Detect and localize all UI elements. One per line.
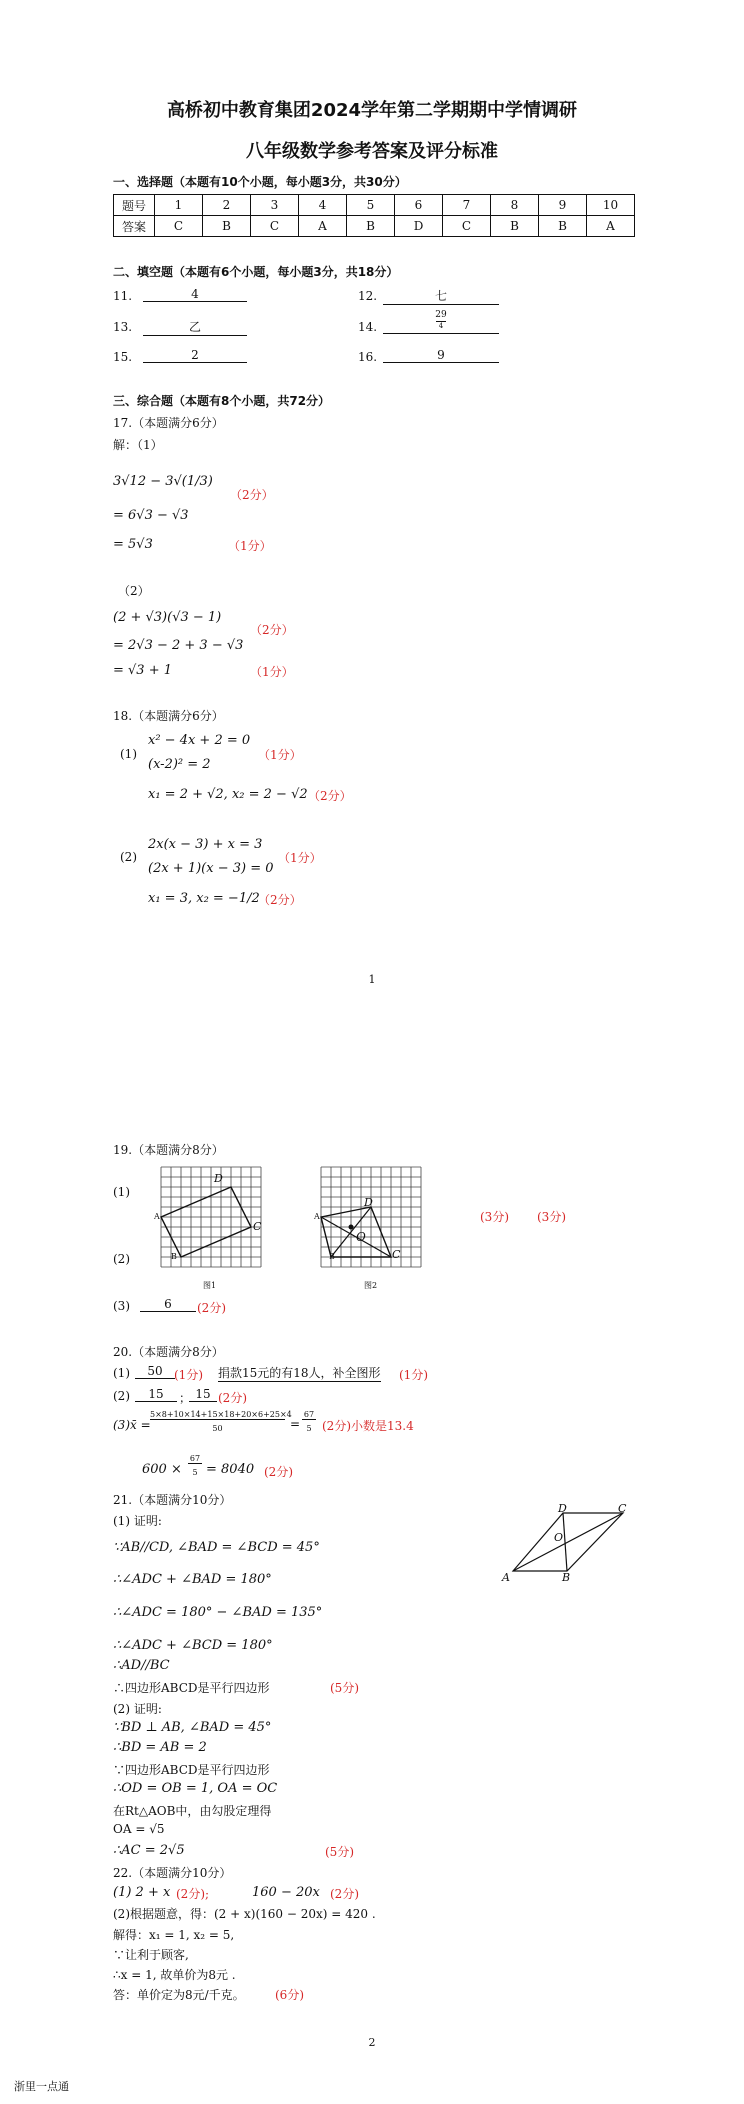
point-label: B	[171, 1252, 177, 1261]
fill-answer: 15	[135, 1387, 177, 1402]
score-label: （2分）	[250, 623, 294, 637]
table-cell: 10	[587, 195, 635, 216]
score-label: (3分)	[480, 1210, 509, 1224]
math-line: ∴∠ADC + ∠BAD = 180°	[113, 1572, 272, 1587]
page-title: 高桥初中教育集团2024学年第二学期期中学情调研	[166, 100, 578, 121]
fill-item-answer	[383, 310, 499, 334]
point-label: A	[154, 1212, 160, 1221]
part-label: (1) 证明:	[113, 1514, 162, 1528]
section3-heading: 三、综合题（本题有8个小题，共72分）	[113, 394, 331, 408]
center-point	[349, 1225, 354, 1230]
math-line: OA = √5	[113, 1822, 165, 1836]
math-line: 在Rt△AOB中，由勾股定理得	[113, 1804, 272, 1818]
fill-item-answer: 2	[143, 348, 247, 363]
diagonal	[513, 1513, 623, 1571]
table-cell: B	[539, 216, 587, 237]
math-line: (2)根据题意，得：(2 + x)(160 − 20x) = 420 .	[113, 1907, 376, 1921]
part-label: (2)	[120, 850, 137, 864]
table-row	[114, 195, 635, 216]
fraction-denominator: 4	[438, 322, 444, 330]
point-label: O	[554, 1531, 564, 1544]
score-label: (2分)	[330, 1887, 359, 1901]
figure-caption: 图1	[203, 1281, 217, 1290]
math-line: ∴四边形ABCD是平行四边形	[113, 1681, 270, 1695]
score-label: (5分)	[325, 1845, 354, 1859]
page-number: 1	[368, 973, 376, 986]
fill-answer: 50	[135, 1364, 175, 1379]
table-cell: C	[443, 216, 491, 237]
fill-item-number: 12.	[358, 289, 378, 303]
score-label: (5分)	[330, 1681, 359, 1695]
math-line: (x-2)² = 2	[148, 757, 211, 772]
part-label: (1)	[113, 1185, 130, 1199]
score-label: （1分）	[258, 748, 302, 762]
table-cell: B	[491, 216, 539, 237]
score-label: (3分)	[537, 1210, 566, 1224]
parallelogram-figure	[505, 1505, 635, 1580]
fill-item-number: 15.	[113, 350, 133, 364]
point-label: D	[558, 1502, 567, 1515]
table-cell: C	[251, 216, 299, 237]
table-cell: 3	[251, 195, 299, 216]
table-cell: A	[299, 216, 347, 237]
table-cell: B	[203, 216, 251, 237]
table-cell: C	[155, 216, 203, 237]
part-label: (1)	[113, 1366, 130, 1380]
fraction-numerator: 67	[303, 1410, 315, 1419]
footer-watermark: 浙里一点通	[14, 2080, 69, 2093]
solution-label: 解：（1）	[113, 438, 163, 452]
math-line: ∵BD ⊥ AB, ∠BAD = 45°	[113, 1720, 272, 1735]
math-line: (1) 2 + x	[113, 1885, 171, 1900]
fill-item-answer: 4	[143, 287, 247, 302]
math-line: = 2√3 − 2 + 3 − √3	[113, 638, 244, 653]
table-cell: 7	[443, 195, 491, 216]
page-number: 2	[368, 2036, 376, 2049]
table-cell: 4	[299, 195, 347, 216]
point-label: A	[502, 1571, 510, 1584]
section2-heading: 二、填空题（本题有6个小题，每小题3分，共18分）	[113, 265, 399, 279]
score-label: (2分);	[176, 1887, 210, 1901]
parallelogram	[161, 1187, 251, 1257]
score-label: (2分)小数是13.4	[322, 1419, 414, 1433]
score-label: （1分）	[278, 851, 322, 865]
table-cell: D	[395, 216, 443, 237]
part-label: (1)	[120, 747, 137, 761]
table-row	[114, 216, 635, 237]
math-line: = 6√3 − √3	[113, 508, 189, 523]
fraction-numerator: 67	[189, 1454, 201, 1463]
math-line: = 8040	[206, 1462, 255, 1477]
score-label: (1分)	[174, 1368, 203, 1382]
answer-text: 捐款15元的有18人，补全图形	[218, 1366, 381, 1380]
point-label: C	[392, 1248, 401, 1261]
fill-item-number: 13.	[113, 320, 133, 334]
score-label: (2分)	[218, 1391, 247, 1405]
score-label: （1分）	[228, 539, 272, 553]
math-line: ∵四边形ABCD是平行四边形	[113, 1763, 270, 1777]
point-label: D	[214, 1172, 223, 1185]
fill-answer: 15	[189, 1387, 217, 1402]
point-label: C	[618, 1502, 627, 1515]
table-cell: B	[347, 216, 395, 237]
math-line: 160 − 20x	[252, 1885, 320, 1900]
part-label: (3)	[113, 1299, 130, 1313]
fraction-denominator: 50	[212, 1424, 223, 1433]
math-line: 2x(x − 3) + x = 3	[148, 837, 263, 852]
score-label: （2分）	[258, 893, 302, 907]
fill-answer: 6	[140, 1297, 196, 1312]
math-line: ∴AC = 2√5	[113, 1843, 185, 1858]
diagonal	[563, 1513, 567, 1571]
part-label: (3)x̄ =	[113, 1418, 151, 1432]
table-cell: 1	[155, 195, 203, 216]
part-label: (2) 证明:	[113, 1702, 162, 1716]
question-heading: 19.（本题满分8分）	[113, 1143, 224, 1157]
grid-lines	[321, 1167, 421, 1267]
table-cell: 9	[539, 195, 587, 216]
fraction-denominator: 5	[192, 1468, 198, 1477]
question-heading: 21.（本题满分10分）	[113, 1493, 232, 1507]
math-line: (2 + √3)(√3 − 1)	[113, 610, 222, 625]
question-heading: 17.（本题满分6分）	[113, 416, 224, 430]
math-line: 答：单价定为8元/千克。	[113, 1988, 245, 2002]
math-line: ∴BD = AB = 2	[113, 1740, 207, 1755]
fill-item-answer: 七	[383, 287, 499, 305]
answer-table	[113, 194, 635, 237]
score-label: （2分）	[230, 488, 274, 502]
section1-heading: 一、选择题（本题有10个小题，每小题3分，共30分）	[113, 175, 407, 189]
fill-item-number: 11.	[113, 289, 133, 303]
point-label: D	[364, 1196, 373, 1209]
math-line: ∴∠ADC + ∠BCD = 180°	[113, 1638, 273, 1653]
point-label: C	[253, 1220, 262, 1233]
fraction-numerator: 29	[435, 310, 447, 320]
score-label: (1分)	[399, 1368, 428, 1382]
fill-item-number: 16.	[358, 350, 378, 364]
math-line: ∵AB//CD, ∠BAD = ∠BCD = 45°	[113, 1540, 320, 1555]
math-line: ∵让利于顾客,	[113, 1948, 189, 1962]
table-cell: 8	[491, 195, 539, 216]
score-label: （1分）	[250, 665, 294, 679]
question-heading: 18.（本题满分6分）	[113, 709, 224, 723]
part-label: (2)	[113, 1252, 130, 1266]
point-label: O	[356, 1230, 366, 1244]
score-label: (2分)	[264, 1465, 293, 1479]
fraction-numerator: 5×8+10×14+15×18+20×6+25×4	[150, 1410, 292, 1419]
score-label: (6分)	[275, 1988, 304, 2002]
part-label: (2)	[113, 1389, 130, 1403]
point-label: B	[329, 1252, 335, 1261]
table-cell: 答案	[114, 216, 155, 237]
fill-item-answer: 乙	[143, 318, 247, 336]
fill-item-answer: 9	[383, 348, 499, 363]
math-line: ∴∠ADC = 180° − ∠BAD = 135°	[113, 1605, 323, 1620]
table-cell: A	[587, 216, 635, 237]
question-heading: 20.（本题满分8分）	[113, 1345, 224, 1359]
table-cell: 题号	[114, 195, 155, 216]
math-line: = 5√3	[113, 537, 153, 552]
math-line: ∴x = 1, 故单价为8元 .	[113, 1968, 236, 1982]
math-line: ∴OD = OB = 1, OA = OC	[113, 1781, 278, 1796]
question-heading: 22.（本题满分10分）	[113, 1866, 232, 1880]
part-label: （2）	[118, 584, 150, 598]
table-cell: 5	[347, 195, 395, 216]
point-label: A	[314, 1212, 320, 1221]
page-subtitle: 八年级数学参考答案及评分标准	[246, 141, 498, 162]
math-line: x² − 4x + 2 = 0	[148, 733, 251, 748]
fraction-denominator: 5	[306, 1424, 312, 1433]
math-line: = √3 + 1	[113, 663, 173, 678]
table-cell: 6	[395, 195, 443, 216]
table-cell: 2	[203, 195, 251, 216]
equals-sign: =	[290, 1417, 301, 1431]
math-line: 3√12 − 3√(1/3)	[113, 474, 213, 489]
score-label: (2分)	[197, 1301, 226, 1315]
math-line: x₁ = 2 + √2, x₂ = 2 − √2	[148, 787, 308, 802]
score-label: （2分）	[308, 789, 352, 803]
fill-item-number: 14.	[358, 320, 378, 334]
point-label: B	[562, 1571, 571, 1584]
math-line: x₁ = 3, x₂ = −1/2	[148, 891, 260, 906]
math-line: 600 ×	[142, 1462, 182, 1477]
math-line: 解得：x₁ = 1, x₂ = 5,	[113, 1928, 235, 1942]
math-line: ∴AD//BC	[113, 1658, 170, 1673]
separator-text: ；	[179, 1391, 192, 1405]
math-line: (2x + 1)(x − 3) = 0	[148, 861, 274, 876]
figure-caption: 图2	[364, 1281, 378, 1290]
